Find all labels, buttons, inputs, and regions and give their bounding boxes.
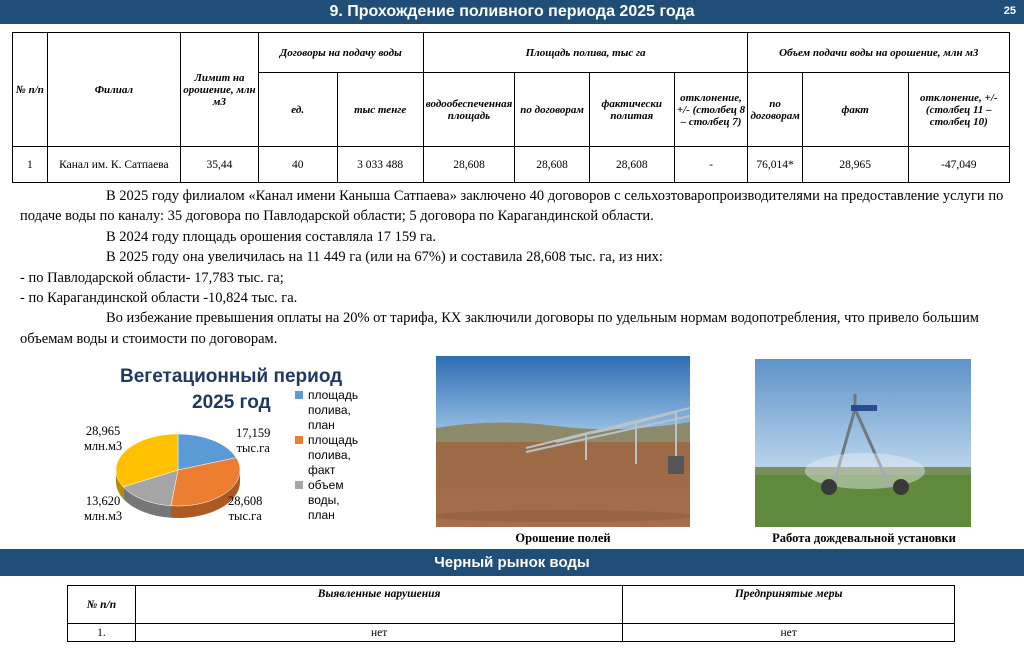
header-tenge: тыс тенге [337, 73, 423, 147]
header-violations: Выявленные нарушения [135, 586, 622, 624]
pie-label-value: 28,608 [228, 494, 263, 508]
pie-label-area-fact [228, 494, 262, 524]
header-contracts: Договоры на подачу воды [258, 33, 423, 73]
header-volume: Объем подачи воды на орошение, млн м3 [748, 33, 1010, 73]
pie-label-unit: тыс.га [228, 509, 262, 523]
legend-label: объем воды, план [308, 478, 344, 522]
pie-label-unit: млн.м3 [84, 439, 123, 453]
page-number: 25 [1003, 5, 1016, 17]
header-volume-contract: по договорам [748, 73, 802, 147]
cell-tenge: 3 033 488 [337, 147, 423, 183]
cell-volume-fact: 28,965 [802, 147, 908, 183]
title-bar [0, 0, 1024, 24]
legend-label: площадь полива, факт [308, 433, 359, 477]
pie-label-unit: тыс.га [236, 441, 270, 455]
cell-num: 1. [68, 624, 136, 642]
header-num: № п/п [13, 33, 48, 147]
page-title: 9. Прохождение поливного периода 2025 года [329, 3, 695, 20]
pie-label-unit: млн.м3 [84, 509, 123, 523]
legend-swatch [295, 481, 303, 489]
photo-caption: Работа дождевальной установки [772, 531, 956, 545]
section-title: Черный рынок воды [0, 549, 1024, 576]
paragraph: - по Карагандинской области -10,824 тыс. га. [20, 290, 298, 307]
table-row [68, 624, 955, 642]
header-area-deviation: отклонение, +/- (столбец 8 – столбец 7) [674, 73, 748, 147]
header-area: Площадь полива, тыс га [423, 33, 748, 73]
header-limit: Лимит на орошение, млн м3 [181, 33, 259, 147]
pie-label-volume-fact [84, 424, 122, 454]
cell-branch: Канал им. К. Сатпаева [47, 147, 181, 183]
black-market-table [67, 585, 955, 642]
header-units: ед. [258, 73, 337, 147]
cell-area-deviation: - [674, 147, 748, 183]
report-text [20, 186, 1010, 349]
header-num: № п/п [68, 586, 136, 624]
legend-item [295, 433, 366, 478]
chart-legend [295, 388, 366, 523]
header-secured-area: водообеспеченная площадь [423, 73, 515, 147]
header-branch: Филиал [47, 33, 181, 147]
cell-area-contract: 28,608 [515, 147, 590, 183]
cell-units: 40 [258, 147, 337, 183]
pie-label-value: 13,620 [85, 494, 121, 508]
header-area-actual: фактически политая [589, 73, 674, 147]
field-irrigation-photo [436, 356, 690, 527]
cell-limit: 35,44 [181, 147, 259, 183]
pie-label-value: 17,159 [236, 426, 271, 440]
legend-label: площадь полива, план [308, 388, 359, 432]
chart-title-line2: 2025 год [192, 392, 271, 413]
sprinkler-photo [755, 359, 971, 527]
header-volume-deviation: отклонение, +/- (столбец 11 – столбец 10) [908, 73, 1009, 147]
cell-volume-contract: 76,014* [748, 147, 802, 183]
photo-caption: Орошение полей [515, 531, 611, 545]
pie-label-volume-plan [84, 494, 122, 524]
header-volume-fact: факт [802, 73, 908, 147]
cell-volume-deviation: -47,049 [908, 147, 1009, 183]
cell-area-actual: 28,608 [589, 147, 674, 183]
pie-label-area-plan [236, 426, 270, 456]
legend-swatch [295, 391, 303, 399]
cell-violations: нет [135, 624, 622, 642]
legend-swatch [295, 436, 303, 444]
legend-item [295, 388, 366, 433]
paragraph: - по Павлодарской области- 17,783 тыс. га; [20, 269, 284, 286]
cell-secured-area: 28,608 [423, 147, 515, 183]
legend-item [295, 478, 366, 523]
paragraph: В 2025 году она увеличилась на 11 449 га (или на 67%) и составила 28,608 тыс. га, из них: [106, 249, 663, 266]
cell-num: 1 [13, 147, 48, 183]
chart-title-line1: Вегетационный период [120, 366, 343, 387]
pie-label-value: 28,965 [85, 424, 121, 438]
cell-measures: нет [623, 624, 955, 642]
paragraph: Во избежание превышения оплаты на 20% от тарифа, КХ заключили договоры по удельным нормам водопотребления, что привело большим объемам воды и стоимости по договорам. [20, 310, 979, 347]
header-area-contract: по договорам [515, 73, 590, 147]
paragraph: В 2025 году филиалом «Канал имени Каныша Сатпаева» заключено 40 договоров с сельхозтоваропроизводителями на предоставление услуги по подаче воды по каналу: 35 договора по Павлодарской области; 5 договора по Карагандинской области. [20, 188, 1004, 225]
paragraph: В 2024 году площадь орошения составляла 17 159 га. [106, 228, 437, 245]
irrigation-table [12, 32, 1010, 183]
header-measures: Предпринятые меры [623, 586, 955, 624]
table-row [13, 147, 1010, 183]
